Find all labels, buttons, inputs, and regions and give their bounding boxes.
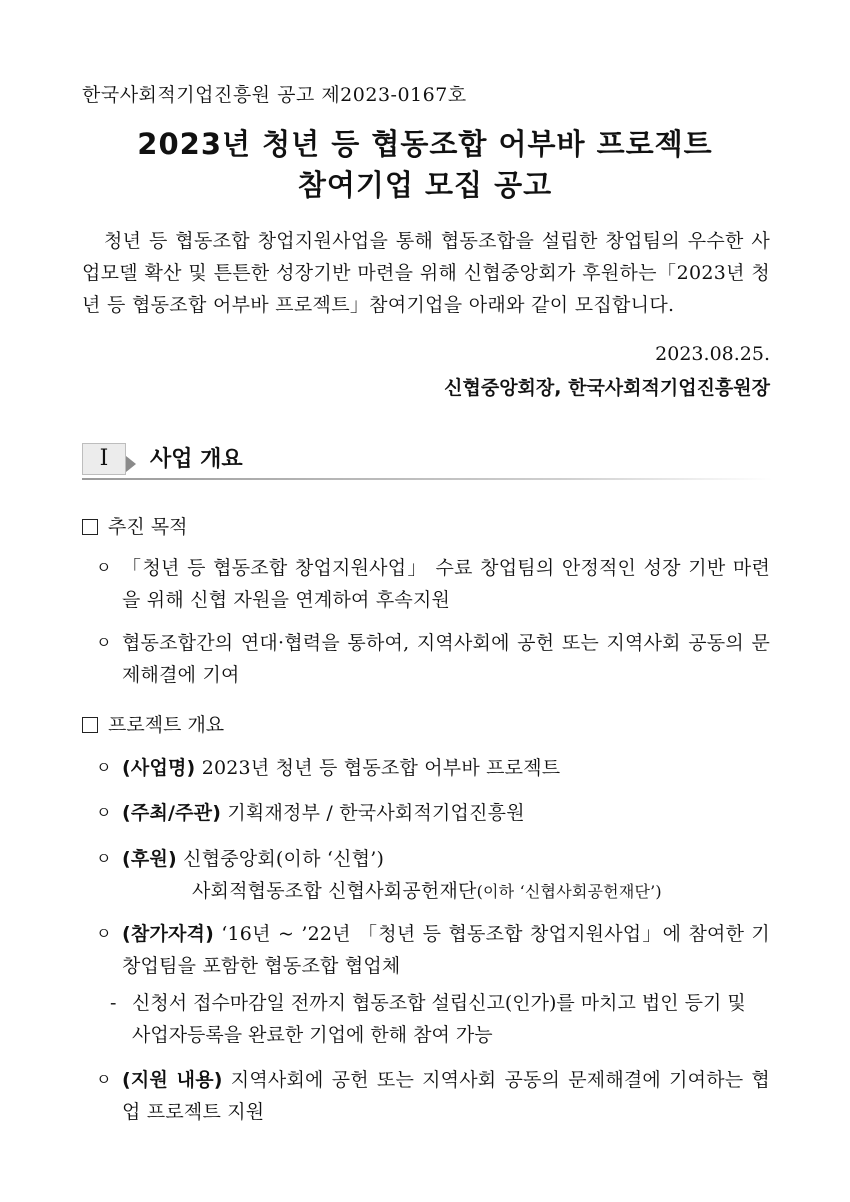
overview-heading: 프로젝트 개요 [82,710,224,737]
support-label: (지원 내용) [122,1069,223,1091]
dash-marker: - [110,992,117,1014]
purpose-heading: 추진 목적 [82,512,187,539]
bullet-icon: ㅇ [96,1070,112,1089]
sponsor-note: (이하 ‘신협사회공헌재단’) [476,882,662,901]
page-subtitle: 참여기업 모집 공고 [297,168,553,202]
bullet-icon: ㅇ [96,924,112,943]
sponsor-label: (후원) [122,848,177,870]
page-title: 2023년 청년 등 협동조합 어부바 프로젝트 [137,127,713,161]
purpose-item-2: 협동조합간의 연대·협력을 통하여, 지역사회에 공헌 또는 지역사회 공동의 문제해결에 기여 [122,632,770,686]
eligibility-note: 신청서 접수마감일 전까지 협동조합 설립신고(인가)를 마치고 법인 등기 및 사업자등록을 완료한 기업에 한해 참여 가능 [132,992,746,1046]
bullet-icon: ㅇ [96,849,112,868]
bullet-icon: ㅇ [96,758,112,777]
eligibility-label: (참가자격) [122,923,214,945]
bullet-icon: ㅇ [96,633,112,652]
eligibility-text: ‘16년 ~ ’22년 「청년 등 협동조합 창업지원사업」에 참여한 기창업팀을 포함한 협동조합 협업체 [122,923,770,977]
list-item [96,918,770,982]
triangle-icon [126,456,136,472]
intro-paragraph: 청년 등 협동조합 창업지원사업을 통해 협동조합을 설립한 창업팀의 우수한 사업모델 확산 및 튼튼한 성장기반 마련을 위해 신협중앙회가 후원하는「2023년 청년 등 협동조합 어부바 프로젝트」참여기업을 아래와 같이 모집합니다. [82,230,770,316]
list-item [96,1064,770,1128]
list-item [96,552,770,616]
list-item [110,987,770,1051]
section-divider [82,478,772,480]
bullet-icon: ㅇ [96,558,112,577]
section-number: Ⅰ [82,443,126,475]
host-text: 기획재정부 / 한국사회적기업진흥원 [227,802,525,824]
purpose-item-1: 「청년 등 협동조합 창업지원사업」 수료 창업팀의 안정적인 성장 기반 마련을 위해 신협 자원을 연계하여 후속지원 [122,557,770,611]
square-icon [82,717,98,733]
host-label: (주최/주관) [122,802,222,824]
notice-number: 한국사회적기업진흥원 공고 제2023-0167호 [82,84,467,106]
bullet-icon: ㅇ [96,803,112,822]
notice-date: 2023.08.25. [655,343,770,365]
section-header [82,440,772,480]
list-item [96,797,770,829]
list-item [96,843,770,908]
business-name-text: 2023년 청년 등 협동조합 어부바 프로젝트 [201,757,561,779]
business-name-label: (사업명) [122,757,196,779]
sponsor-line2: 사회적협동조합 신협사회공헌재단 [192,880,477,902]
notice-signer: 신협중앙회장, 한국사회적기업진흥원장 [444,377,770,399]
list-item [96,752,770,784]
support-text: 지역사회에 공헌 또는 지역사회 공동의 문제해결에 기여하는 협업 프로젝트 지원 [122,1069,770,1123]
section-title: 사업 개요 [150,447,243,472]
square-icon [82,519,98,535]
sponsor-line1: 신협중앙회(이하 ‘신협’) [183,848,385,870]
list-item [96,627,770,691]
